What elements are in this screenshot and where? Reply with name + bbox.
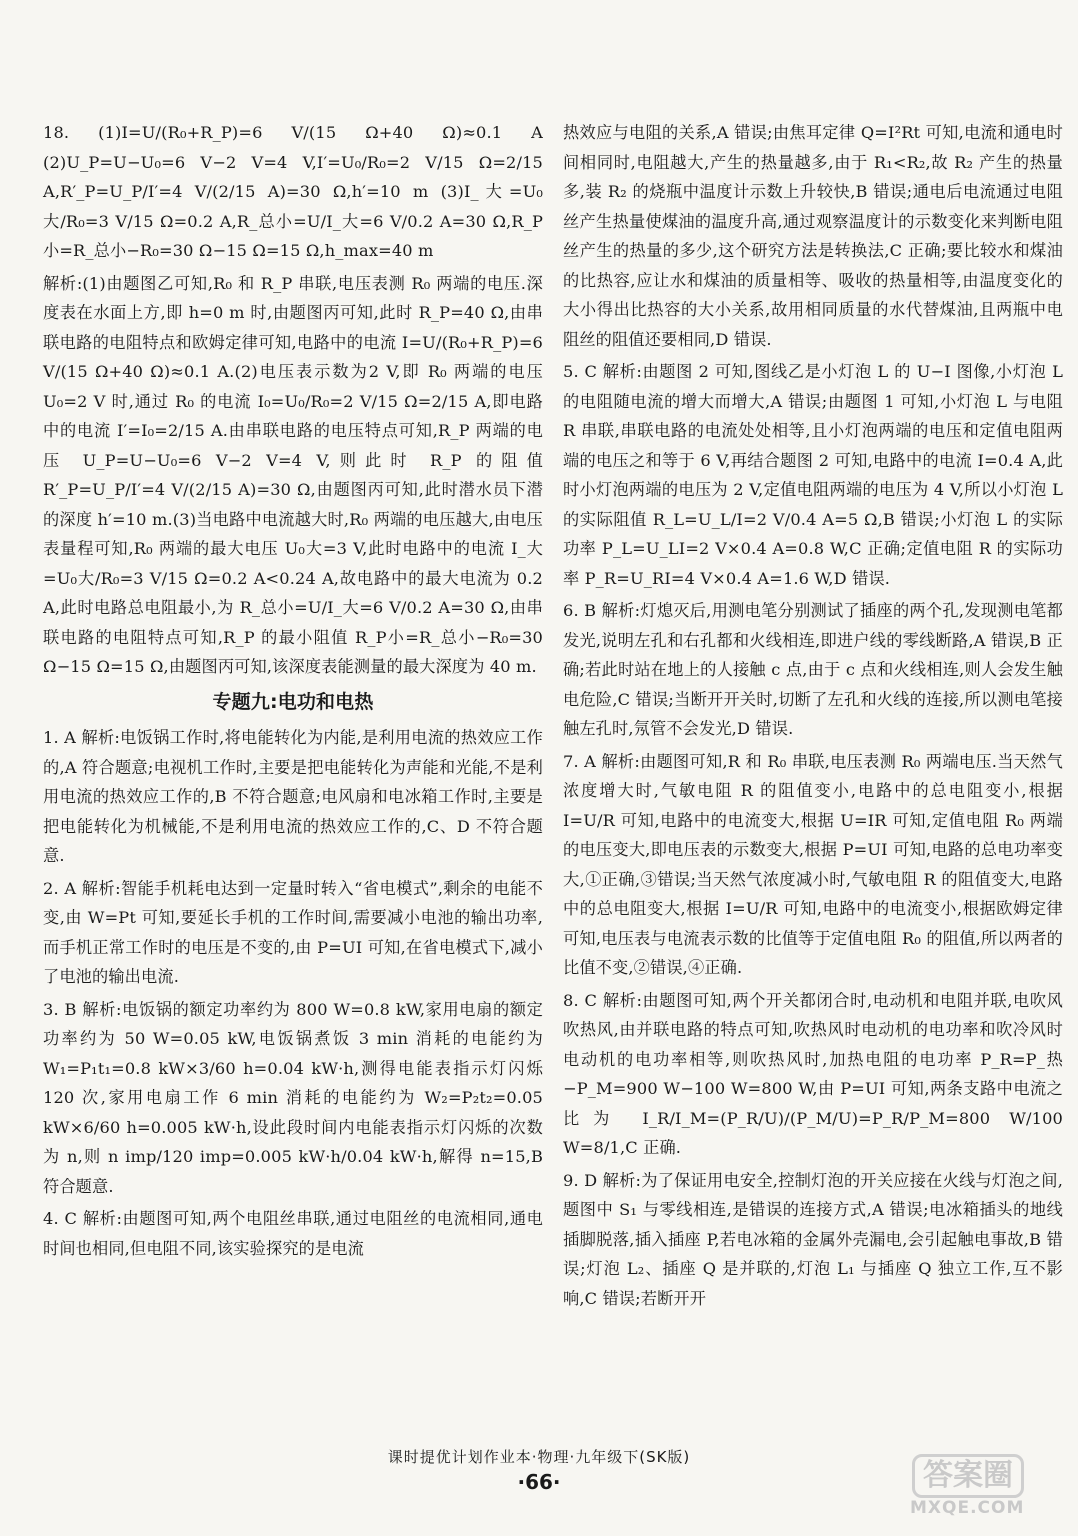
- answer-7: 7. A 解析:由题图可知,R 和 R₀ 串联,电压表测 R₀ 两端电压.当天然气浓度增大时,气敏电阻 R 的阻值变小,电路中的总电阻变小,根据 I=U/R 可知,电路中的电流变大,根据 U=IR 可知,定值电阻 R₀ 两端的电压变大,即电压表的示数变大,根据 P=UI 可知,电路的总电功率变大,①正确,③错误;当天然气浓度减小时,气敏电阻 R 的阻值变大,电路中的总电阻变大,根据 I=U/R 可知,电路中的电流变小,根据欧姆定律可知,电压表与电流表示数的比值等于定值电阻 R₀ 的阻值,所以两者的比值不变,②错误,④正确.: [563, 751, 1063, 977]
- answer-1: 1. A 解析:电饭锅工作时,将电能转化为内能,是利用电流的热效应工作的,A 符合题意;电视机工作时,主要是把电能转化为声能和光能,不是利用电流的热效应工作的,B 不符合题意;电风扇和电冰箱工作时,主要是把电能转化为机械能,不是利用电流的热效应工作的,C、D 不符合题意.: [43, 728, 543, 865]
- watermark-logo-icon: 答案圈: [912, 1454, 1024, 1498]
- page-number: ·66·: [517, 1470, 561, 1494]
- answer-5: 5. C 解析:由题图 2 可知,图线乙是小灯泡 L 的 U−I 图像,小灯泡 L 的电阻随电流的增大而增大,A 错误;由题图 1 可知,小灯泡 L 与电阻 R 串联,串联电路的电流处处相等,且小灯泡两端的电压和定值电阻两端的电压之和等于 6 V,再结合题图 2 可知,电路中的电流 I=0.4 A,此时小灯泡两端的电压为 2 V,定值电阻两端的电压为 4 V,所以小灯泡 L 的实际阻值 R_L=U_L/I=2 V/0.4 A=5 Ω,B 错误;小灯泡 L 的实际功率 P_L=U_LI=2 V×0.4 A=0.8 W,C 正确;定值电阻 R 的实际功率 P_R=U_RI=4 V×0.4 A=1.6 W,D 错误.: [563, 362, 1063, 588]
- left-column: [43, 118, 543, 1266]
- answer-6: 6. B 解析:灯熄灭后,用测电笔分别测试了插座的两个孔,发现测电笔都发光,说明左孔和右孔都和火线相连,即进户线的零线断路,A 错误,B 正确;若此时站在地上的人接触 c 点,由于 c 点和火线相连,则人会发生触电危险,C 错误;当断开开关时,切断了左孔和火线的连接,所以测电笔接触左孔时,氖管不会发光,D 错误.: [563, 601, 1063, 738]
- watermark-url: MXQE.COM: [910, 1498, 1025, 1518]
- answer-4-continued: 热效应与电阻的关系,A 错误;由焦耳定律 Q=I²Rt 可知,电流和通电时间相同时,电阻越大,产生的热量越多,由于 R₁<R₂,故 R₂ 产生的热量多,装 R₂ 的烧瓶中温度计示数上升较快,B 错误;通电后电流通过电阻丝产生热量使煤油的温度升高,通过观察温度计的示数变化来判断电阻丝产生的热量的多少,这个研究方法是转换法,C 正确;要比较水和煤油的比热容,应让水和煤油的质量相等、吸收的热量相等,由温度变化的大小得出比热容的大小关系,故用相同质量的水代替煤油,且两瓶中电阻丝的阻值还要相同,D 错误.: [563, 123, 1063, 349]
- section-title: 专题九:电功和电热: [212, 690, 374, 713]
- answer-2: 2. A 解析:智能手机耗电达到一定量时转入“省电模式”,剩余的电能不变,由 W=Pt 可知,要延长手机的工作时间,需要减小电池的输出功率,而手机正常工作时的电压是不变的,由 P=UI 可知,在省电模式下,减小了电池的输出电流.: [43, 878, 543, 986]
- answer-4: 4. C 解析:由题图可知,两个电阻丝串联,通过电阻丝的电流相同,通电时间也相同,但电阻不同,该实验探究的是电流: [43, 1209, 543, 1258]
- watermark: [894, 1454, 1064, 1524]
- answer-8: 8. C 解析:由题图可知,两个开关都闭合时,电动机和电阻并联,电吹风吹热风,由并联电路的特点可知,吹热风时电动机的电功率和吹冷风时电动机的电功率相等,则吹热风时,加热电阻的电功率 P_R=P_热−P_M=900 W−100 W=800 W,由 P=UI 可知,两条支路中电流之比为 I_R/I_M=(P_R/U)/(P_M/U)=P_R/P_M=800 W/100 W=8/1,C 正确.: [563, 990, 1063, 1157]
- answer-18-explanation: 解析:(1)由题图乙可知,R₀ 和 R_P 串联,电压表测 R₀ 两端的电压.深度表在水面上方,即 h=0 m 时,由题图丙可知,此时 R_P=40 Ω,由串联电路的电阻特点和欧姆定律可知,电路中的电流 I=U/(R₀+R_P)=6 V/(15 Ω+40 Ω)≈0.1 A.(2)电压表示数为2 V,即 R₀ 两端的电压 U₀=2 V 时,通过 R₀ 的电流 I₀=U₀/R₀=2 V/15 Ω=2/15 A,即电路中的电流 I′=I₀=2/15 A.由串联电路的电压特点可知,R_P 两端的电压 U_P=U−U₀=6 V−2 V=4 V,则此时 R_P 的阻值 R′_P=U_P/I′=4 V/(2/15 A)=30 Ω,由题图丙可知,此时潜水员下潜的深度 h′=10 m.(3)当电路中电流越大时,R₀ 两端的电压越大,由电压表量程可知,R₀ 两端的最大电压 U₀大=3 V,此时电路中的电流 I_大=U₀大/R₀=3 V/15 Ω=0.2 A<0.24 A,故电路中的最大电流为 0.2 A,此时电路总电阻最小,为 R_总小=U/I_大=6 V/0.2 A=30 Ω,由串联电路的电阻特点可知,R_P 的最小阻值 R_P小=R_总小−R₀=30 Ω−15 Ω=15 Ω,由题图丙可知,该深度表能测量的最大深度为 40 m.: [43, 273, 543, 676]
- footer-title: 课时提优计划作业本·物理·九年级下(SK版): [387, 1448, 691, 1466]
- answer-9: 9. D 解析:为了保证用电安全,控制灯泡的开关应接在火线与灯泡之间,题图中 S₁ 与零线相连,是错误的连接方式,A 错误;电冰箱插头的地线插脚脱落,插入插座 P,若电冰箱的金属外壳漏电,会引起触电事故,B 错误;灯泡 L₂、插座 Q 是并联的,灯泡 L₁ 与插座 Q 独立工作,互不影响,C 错误;若断开开: [563, 1170, 1063, 1308]
- answer-3: 3. B 解析:电饭锅的额定功率约为 800 W=0.8 kW,家用电扇的额定功率约为 50 W=0.05 kW,电饭锅煮饭 3 min 消耗的电能约为 W₁=P₁t₁=0.8 kW×3/60 h=0.04 kW·h,测得电能表指示灯闪烁 120 次,家用电扇工作 6 min 消耗的电能约为 W₂=P₂t₂=0.05 kW×6/60 h=0.005 kW·h,设此段时间内电能表指示灯闪烁的次数为 n,则 n imp/120 imp=0.005 kW·h/0.04 kW·h,解得 n=15,B 符合题意.: [43, 999, 543, 1196]
- answer-18: 18. (1)I=U/(R₀+R_P)=6 V/(15 Ω+40 Ω)≈0.1 A (2)U_P=U−U₀=6 V−2 V=4 V,I′=U₀/R₀=2 V/15 Ω=2/15 A,R′_P=U_P/I′=4 V/(2/15 A)=30 Ω,h′=10 m (3)I_大=U₀大/R₀=3 V/15 Ω=0.2 A,R_总小=U/I_大=6 V/0.2 A=30 Ω,R_P小=R_总小−R₀=30 Ω−15 Ω=15 Ω,h_max=40 m: [43, 123, 543, 260]
- right-column: [563, 118, 1063, 1316]
